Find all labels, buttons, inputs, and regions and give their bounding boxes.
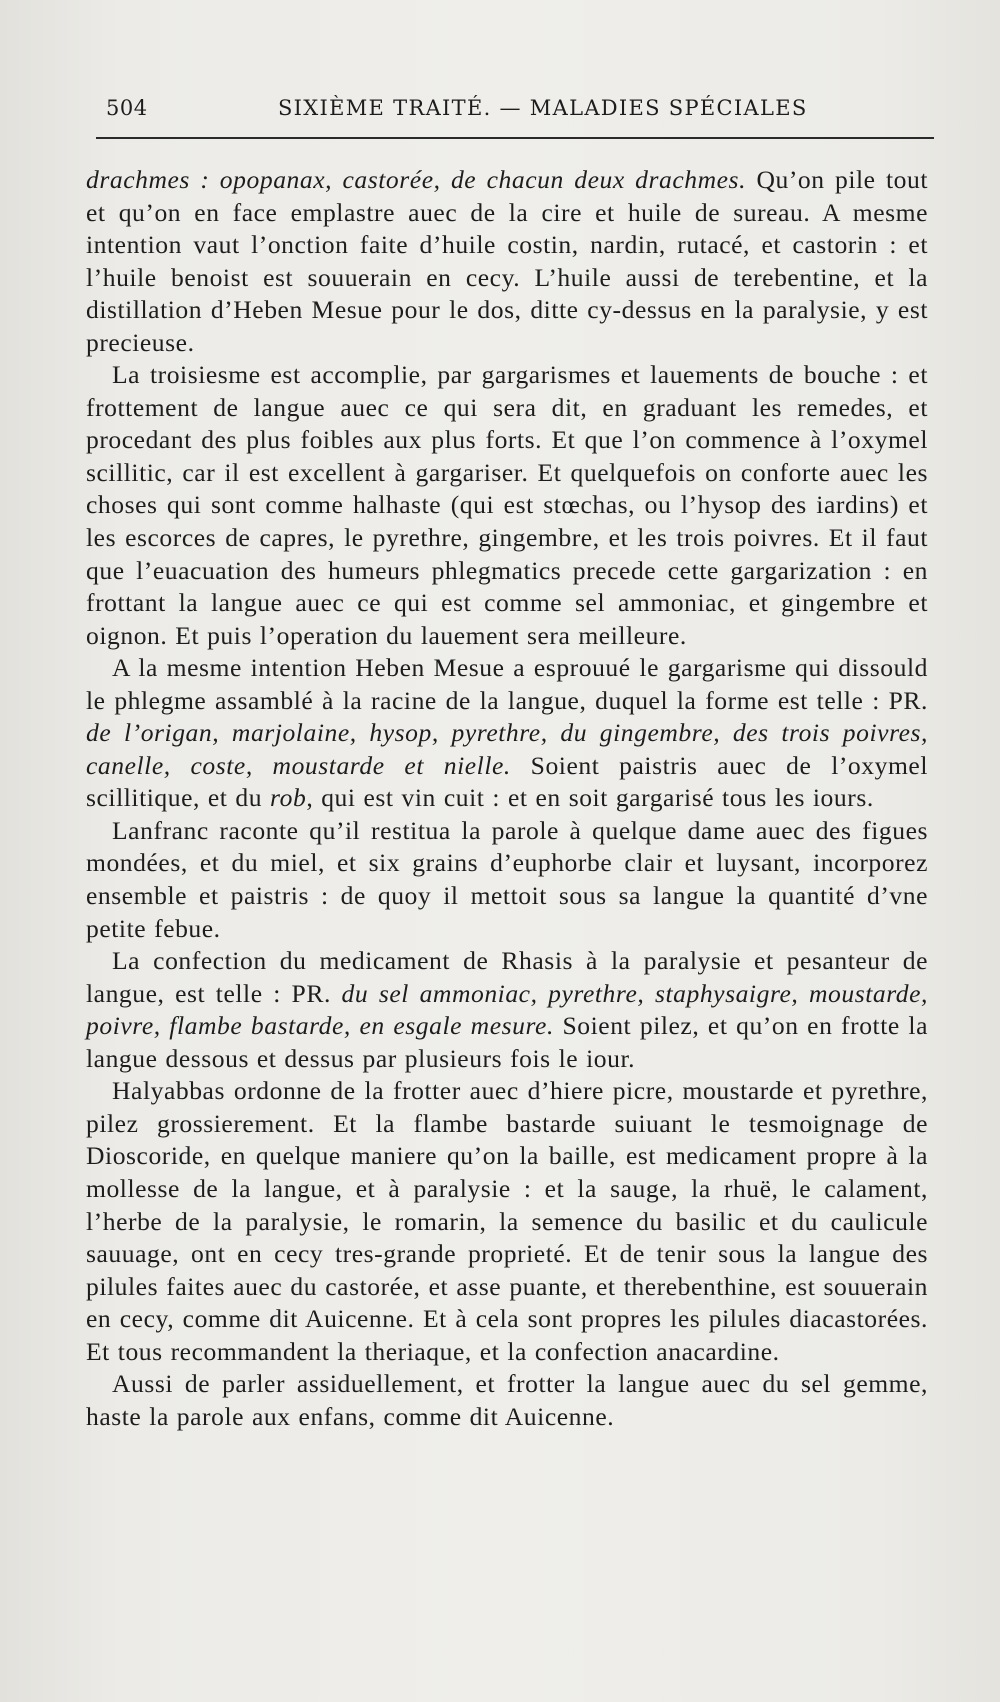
text-run: Soient pilez, et qu’on en frotte la langue dessous et dessus par plusieurs fois le iour. [86, 1011, 928, 1073]
text-run: Soient paistris auec de l’oxymel scillitique, et du [86, 750, 928, 813]
text-run: La troisiesme est accomplie, par gargarismes et lauements de bouche : et frottement de langue auec ce qui sera dit, en graduant les remedes, et procedant des plus foibles aux plus forts. Et que l’on commence à l’oxymel scillitic, car il est excellent à gargariser. Et quelquefois on conforte auec les choses qui sont comme halhaste (qui est stœchas, ou l’hysop des iardins) et les escorces de capres, le pyrethre, gingembre, et les trois poivres. Et il faut que l’euacuation des humeurs phlegmatics precede cette gargarization : en frottant la langue auec ce qui est comme sel ammoniac, et gingembre et oignon. Et puis l’operation du lauement sera meilleure. [86, 360, 928, 650]
text-run: , qui est vin cuit : et en soit gargarisé tous les iours. [306, 783, 874, 813]
italic-text: drachmes : opopanax, castorée, de chacun deux drachmes. [86, 165, 747, 194]
text-run: Qu’on pile tout et qu’on en face emplastre auec de la cire et huile de sureau. A mesme intention vaut l’onction faite d’huile costin, nardin, rutacé, et castorin : et l’huile benoist est souuerain en cecy. L’huile aussi de terebentine, et la distillation d’Heben Mesue pour le dos, ditte cy-dessus en la paralysie, y est precieuse. [86, 165, 928, 357]
paragraph [86, 1368, 928, 1433]
text-run: Aussi de parler assiduellement, et frotter la langue auec du sel gemme, haste la parole aux enfans, comme dit Auicenne. [86, 1369, 928, 1431]
text-run: A la mesme intention Heben Mesue a esprouué le gargarisme qui dissould le phlegme assamblé à la racine de la langue, duquel la forme est telle : PR. [86, 653, 928, 715]
paragraph [86, 652, 928, 815]
paragraph [86, 359, 928, 652]
paragraph [86, 1075, 928, 1368]
italic-text: du sel ammoniac, pyrethre, staphysaigre, moustarde, poivre, flambe bastarde, en esgale mesure. [86, 978, 928, 1041]
paragraph [86, 815, 928, 945]
paragraph [86, 945, 928, 1075]
text-run: Lanfranc raconte qu’il restitua la parole à quelque dame auec des figues mondées, et du miel, et six grains d’euphorbe clair et luysant, incorporez ensemble et paistris : de quoy il mettoit sous sa langue la quantité d’vne petite febue. [86, 815, 928, 943]
header-rule [96, 137, 934, 139]
paragraph [86, 164, 928, 359]
page-number: 504 [106, 96, 148, 120]
running-header [98, 92, 933, 128]
italic-text: rob [270, 783, 307, 813]
running-title: SIXIÈME TRAITÉ. — MALADIES SPÉCIALES [278, 96, 808, 120]
italic-text: de l’origan, marjolaine, hysop, pyrethre, du gingembre, des trois poivres, canelle, coste, moustarde et nielle. [86, 718, 928, 780]
text-run: La confection du medicament de Rhasis à la paralysie et pesanteur de langue, est telle : PR. [86, 946, 928, 1008]
body-text [86, 164, 928, 1433]
text-run: Halyabbas ordonne de la frotter auec d’hiere picre, moustarde et pyrethre, pilez grossierement. Et la flambe bastarde suiuant le tesmoignage de Dioscoride, en quelque maniere qu’on la baille, est medicament propre à la mollesse de la langue, et à paralysie : et la sauge, la rhuë, le calament, l’herbe de la paralysie, le romarin, la semence du basilic et du caulicule sauuage, ont en cecy tres-grande proprieté. Et de tenir sous la langue des pilules faites auec du castorée, et asse puante, et therebenthine, est souuerain en cecy, comme dit Auicenne. Et à cela sont propres les pilules diacastorées. Et tous recommandent la theriaque, et la confection anacardine. [86, 1076, 928, 1366]
